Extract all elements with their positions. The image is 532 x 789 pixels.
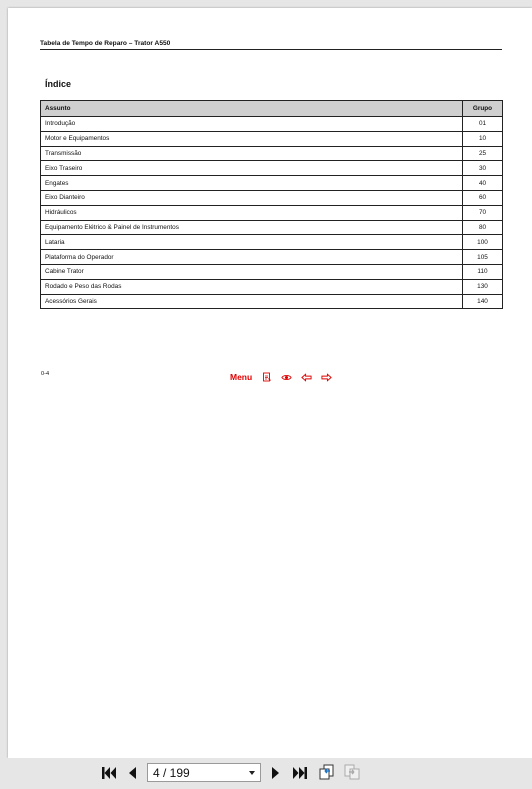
table-row[interactable] [41,190,503,205]
row-group: 25 [463,146,503,161]
row-subject[interactable]: Lataria [41,235,463,250]
row-group: 10 [463,131,503,146]
back-view-icon[interactable] [318,763,336,781]
row-subject[interactable]: Eixo Traseiro [41,161,463,176]
table-row[interactable] [41,131,503,146]
last-page-icon[interactable] [291,764,309,782]
table-row[interactable] [41,264,503,279]
row-group: 01 [463,117,503,132]
row-subject[interactable]: Introdução [41,117,463,132]
page-header: Tabela de Tempo de Reparo – Trator A550 [40,40,502,50]
table-row[interactable] [41,205,503,220]
document-nav [230,372,332,382]
viewer-toolbar [0,758,532,789]
forward-view-icon[interactable] [343,763,361,781]
row-subject[interactable]: Acessórios Gerais [41,294,463,309]
table-row[interactable] [41,235,503,250]
row-subject[interactable]: Plataforma do Operador [41,250,463,265]
row-group: 110 [463,264,503,279]
table-row[interactable] [41,279,503,294]
table-row[interactable] [41,250,503,265]
row-group: 130 [463,279,503,294]
row-subject[interactable]: Eixo Dianteiro [41,190,463,205]
row-group: 105 [463,250,503,265]
row-group: 60 [463,190,503,205]
column-header-subject: Assunto [41,101,463,117]
next-page-icon[interactable] [267,764,285,782]
row-group: 40 [463,176,503,191]
table-row[interactable] [41,176,503,191]
chevron-down-icon [249,771,255,775]
row-group: 30 [463,161,503,176]
row-subject[interactable]: Motor e Equipamentos [41,131,463,146]
page-code: 0-4 [41,371,50,377]
table-row[interactable] [41,220,503,235]
table-row[interactable] [41,294,503,309]
menu-link[interactable]: Menu [230,372,253,382]
row-subject[interactable]: Engates [41,176,463,191]
table-row[interactable] [41,161,503,176]
row-group: 100 [463,235,503,250]
row-subject[interactable]: Hidráulicos [41,205,463,220]
column-header-group: Grupo [463,101,503,117]
table-row[interactable] [41,117,503,132]
page-indicator: 4 / 199 [153,765,190,780]
first-page-icon[interactable] [100,764,118,782]
row-group: 140 [463,294,503,309]
eye-icon[interactable] [281,373,292,382]
row-group: 80 [463,220,503,235]
table-header-row [41,101,503,117]
page-number-select[interactable] [147,763,261,782]
row-subject[interactable]: Cabine Trator [41,264,463,279]
arrow-right-icon[interactable] [321,373,332,382]
row-group: 70 [463,205,503,220]
row-subject[interactable]: Rodado e Peso das Rodas [41,279,463,294]
index-table [40,100,503,309]
row-subject[interactable]: Equipamento Elétrico & Painel de Instrumentos [41,220,463,235]
previous-page-icon[interactable] [123,764,141,782]
arrow-left-icon[interactable] [301,373,312,382]
page-title: Índice [45,79,72,89]
row-subject[interactable]: Transmissão [41,146,463,161]
document-page [8,8,532,758]
document-icon[interactable] [261,373,272,382]
table-row[interactable] [41,146,503,161]
